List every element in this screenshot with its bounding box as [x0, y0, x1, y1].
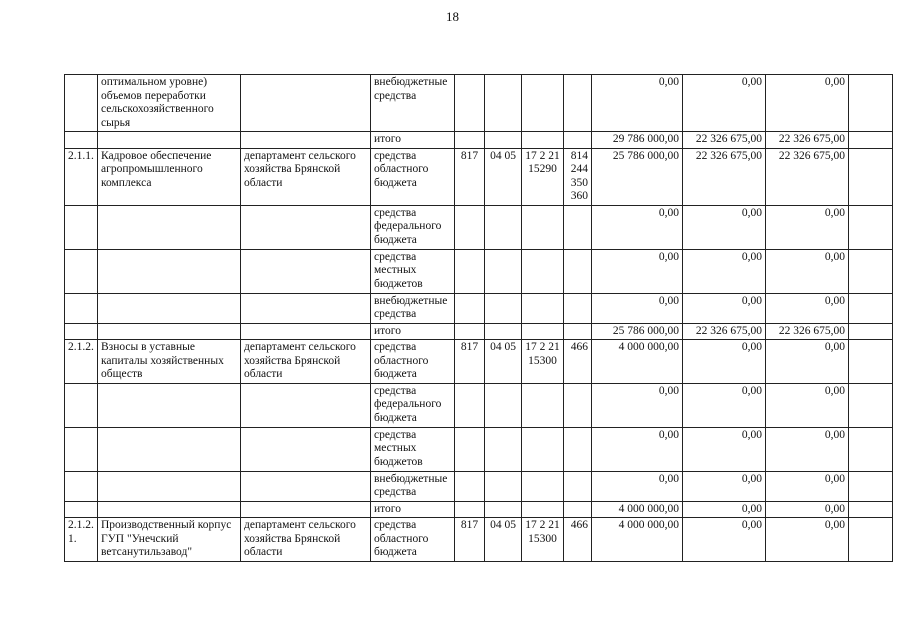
- table-row: [65, 148, 893, 205]
- table-row: [65, 293, 893, 323]
- row-number-cell: [65, 501, 98, 518]
- amount-2020-cell: 0,00: [592, 293, 683, 323]
- funding-source-cell: внебюджетные средства: [371, 75, 455, 132]
- executor-cell: [241, 205, 371, 249]
- executor-cell: [241, 132, 371, 149]
- table-row: [65, 340, 893, 384]
- amount-2020-cell: 25 786 000,00: [592, 323, 683, 340]
- target-article-cell: [522, 293, 564, 323]
- ministry-code-cell: [455, 75, 485, 132]
- executor-cell: [241, 427, 371, 471]
- row-number-cell: 2.1.1.: [65, 148, 98, 205]
- target-article-cell: [522, 75, 564, 132]
- table-row: [65, 323, 893, 340]
- section-code-cell: [485, 323, 522, 340]
- ministry-code-cell: 817: [455, 148, 485, 205]
- executor-cell: [241, 323, 371, 340]
- expense-kind-cell: [564, 501, 592, 518]
- amount-2021-cell: 0,00: [683, 501, 766, 518]
- ministry-code-cell: [455, 383, 485, 427]
- empty-cell: [849, 383, 893, 427]
- row-number-cell: [65, 75, 98, 132]
- amount-2021-cell: 0,00: [683, 383, 766, 427]
- ministry-code-cell: 817: [455, 518, 485, 562]
- table-row: [65, 518, 893, 562]
- funding-source-cell: внебюджетные средства: [371, 471, 455, 501]
- row-number-cell: 2.1.2.: [65, 340, 98, 384]
- amount-2022-cell: 0,00: [766, 427, 849, 471]
- amount-2021-cell: 0,00: [683, 205, 766, 249]
- amount-2022-cell: 22 326 675,00: [766, 132, 849, 149]
- empty-cell: [849, 293, 893, 323]
- funding-source-cell: итого: [371, 501, 455, 518]
- ministry-code-cell: [455, 132, 485, 149]
- section-code-cell: [485, 427, 522, 471]
- amount-2021-cell: 0,00: [683, 427, 766, 471]
- target-article-cell: [522, 427, 564, 471]
- ministry-code-cell: [455, 205, 485, 249]
- funding-source-cell: средства областного бюджета: [371, 340, 455, 384]
- funding-source-cell: внебюджетные средства: [371, 293, 455, 323]
- amount-2022-cell: 0,00: [766, 501, 849, 518]
- amount-2022-cell: 0,00: [766, 518, 849, 562]
- table-row: [65, 501, 893, 518]
- section-code-cell: [485, 132, 522, 149]
- section-code-cell: [485, 293, 522, 323]
- executor-cell: [241, 501, 371, 518]
- amount-2022-cell: 0,00: [766, 471, 849, 501]
- ministry-code-cell: [455, 323, 485, 340]
- row-number-cell: [65, 132, 98, 149]
- executor-cell: департамент сельского хозяйства Брянской области: [241, 518, 371, 562]
- amount-2021-cell: 22 326 675,00: [683, 323, 766, 340]
- amount-2020-cell: 0,00: [592, 427, 683, 471]
- page-number: 18: [446, 9, 459, 24]
- section-code-cell: 04 05: [485, 340, 522, 384]
- section-code-cell: [485, 383, 522, 427]
- table-row: [65, 471, 893, 501]
- funding-source-cell: средства областного бюджета: [371, 148, 455, 205]
- amount-2020-cell: 4 000 000,00: [592, 340, 683, 384]
- budget-table: [64, 74, 893, 562]
- row-number-cell: [65, 427, 98, 471]
- section-code-cell: [485, 249, 522, 293]
- ministry-code-cell: [455, 471, 485, 501]
- section-code-cell: [485, 471, 522, 501]
- expense-kind-cell: [564, 205, 592, 249]
- empty-cell: [849, 249, 893, 293]
- executor-cell: [241, 383, 371, 427]
- measure-name-cell: [98, 427, 241, 471]
- funding-source-cell: средства местных бюджетов: [371, 249, 455, 293]
- expense-kind-cell: [564, 132, 592, 149]
- row-number-cell: [65, 293, 98, 323]
- amount-2020-cell: 0,00: [592, 205, 683, 249]
- amount-2022-cell: 0,00: [766, 383, 849, 427]
- funding-source-cell: средства федерального бюджета: [371, 383, 455, 427]
- measure-name-cell: Взносы в уставные капиталы хозяйственных обществ: [98, 340, 241, 384]
- ministry-code-cell: 817: [455, 340, 485, 384]
- expense-kind-cell: [564, 427, 592, 471]
- measure-name-cell: [98, 383, 241, 427]
- target-article-cell: [522, 249, 564, 293]
- row-number-cell: [65, 323, 98, 340]
- amount-2021-cell: 0,00: [683, 471, 766, 501]
- funding-source-cell: итого: [371, 132, 455, 149]
- executor-cell: департамент сельского хозяйства Брянской области: [241, 340, 371, 384]
- ministry-code-cell: [455, 501, 485, 518]
- row-number-cell: 2.1.2. 1.: [65, 518, 98, 562]
- executor-cell: [241, 471, 371, 501]
- table-row: [65, 427, 893, 471]
- executor-cell: департамент сельского хозяйства Брянской области: [241, 148, 371, 205]
- empty-cell: [849, 501, 893, 518]
- amount-2022-cell: 22 326 675,00: [766, 148, 849, 205]
- amount-2021-cell: 0,00: [683, 249, 766, 293]
- expense-kind-cell: 466: [564, 340, 592, 384]
- measure-name-cell: Производственный корпус ГУП "Унечский ветсанутильзавод": [98, 518, 241, 562]
- table-row: [65, 249, 893, 293]
- expense-kind-cell: [564, 293, 592, 323]
- ministry-code-cell: [455, 249, 485, 293]
- measure-name-cell: Кадровое обеспечение агропромышленного комплекса: [98, 148, 241, 205]
- amount-2022-cell: 0,00: [766, 249, 849, 293]
- measure-name-cell: [98, 323, 241, 340]
- empty-cell: [849, 132, 893, 149]
- amount-2021-cell: 22 326 675,00: [683, 148, 766, 205]
- target-article-cell: [522, 471, 564, 501]
- funding-source-cell: средства областного бюджета: [371, 518, 455, 562]
- measure-name-cell: [98, 132, 241, 149]
- amount-2021-cell: 0,00: [683, 518, 766, 562]
- executor-cell: [241, 249, 371, 293]
- empty-cell: [849, 427, 893, 471]
- section-code-cell: [485, 501, 522, 518]
- amount-2021-cell: 22 326 675,00: [683, 132, 766, 149]
- executor-cell: [241, 293, 371, 323]
- row-number-cell: [65, 471, 98, 501]
- target-article-cell: [522, 323, 564, 340]
- amount-2020-cell: 25 786 000,00: [592, 148, 683, 205]
- ministry-code-cell: [455, 427, 485, 471]
- target-article-cell: 17 2 21 15300: [522, 340, 564, 384]
- table-row: [65, 205, 893, 249]
- row-number-cell: [65, 205, 98, 249]
- funding-source-cell: средства федерального бюджета: [371, 205, 455, 249]
- ministry-code-cell: [455, 293, 485, 323]
- amount-2022-cell: 22 326 675,00: [766, 323, 849, 340]
- target-article-cell: [522, 501, 564, 518]
- funding-source-cell: средства местных бюджетов: [371, 427, 455, 471]
- amount-2020-cell: 4 000 000,00: [592, 501, 683, 518]
- table-row: [65, 383, 893, 427]
- amount-2022-cell: 0,00: [766, 293, 849, 323]
- empty-cell: [849, 471, 893, 501]
- expense-kind-cell: [564, 383, 592, 427]
- expense-kind-cell: [564, 75, 592, 132]
- section-code-cell: [485, 205, 522, 249]
- expense-kind-cell: 466: [564, 518, 592, 562]
- empty-cell: [849, 205, 893, 249]
- target-article-cell: [522, 132, 564, 149]
- expense-kind-cell: [564, 323, 592, 340]
- empty-cell: [849, 148, 893, 205]
- amount-2021-cell: 0,00: [683, 340, 766, 384]
- expense-kind-cell: [564, 471, 592, 501]
- measure-name-cell: [98, 471, 241, 501]
- expense-kind-cell: [564, 249, 592, 293]
- section-code-cell: 04 05: [485, 518, 522, 562]
- empty-cell: [849, 518, 893, 562]
- empty-cell: [849, 75, 893, 132]
- amount-2020-cell: 4 000 000,00: [592, 518, 683, 562]
- funding-source-cell: итого: [371, 323, 455, 340]
- section-code-cell: [485, 75, 522, 132]
- target-article-cell: [522, 383, 564, 427]
- amount-2021-cell: 0,00: [683, 75, 766, 132]
- executor-cell: [241, 75, 371, 132]
- measure-name-cell: [98, 205, 241, 249]
- row-number-cell: [65, 383, 98, 427]
- expense-kind-cell: 814 244 350 360: [564, 148, 592, 205]
- amount-2022-cell: 0,00: [766, 205, 849, 249]
- empty-cell: [849, 340, 893, 384]
- row-number-cell: [65, 249, 98, 293]
- measure-name-cell: [98, 249, 241, 293]
- amount-2020-cell: 29 786 000,00: [592, 132, 683, 149]
- table-row: [65, 75, 893, 132]
- measure-name-cell: [98, 501, 241, 518]
- measure-name-cell: [98, 293, 241, 323]
- amount-2021-cell: 0,00: [683, 293, 766, 323]
- amount-2022-cell: 0,00: [766, 75, 849, 132]
- amount-2020-cell: 0,00: [592, 249, 683, 293]
- table-row: [65, 132, 893, 149]
- amount-2020-cell: 0,00: [592, 471, 683, 501]
- amount-2020-cell: 0,00: [592, 75, 683, 132]
- empty-cell: [849, 323, 893, 340]
- target-article-cell: [522, 205, 564, 249]
- target-article-cell: 17 2 21 15290: [522, 148, 564, 205]
- amount-2020-cell: 0,00: [592, 383, 683, 427]
- section-code-cell: 04 05: [485, 148, 522, 205]
- amount-2022-cell: 0,00: [766, 340, 849, 384]
- measure-name-cell: оптимальном уровне) объемов переработки сельскохозяйственного сырья: [98, 75, 241, 132]
- target-article-cell: 17 2 21 15300: [522, 518, 564, 562]
